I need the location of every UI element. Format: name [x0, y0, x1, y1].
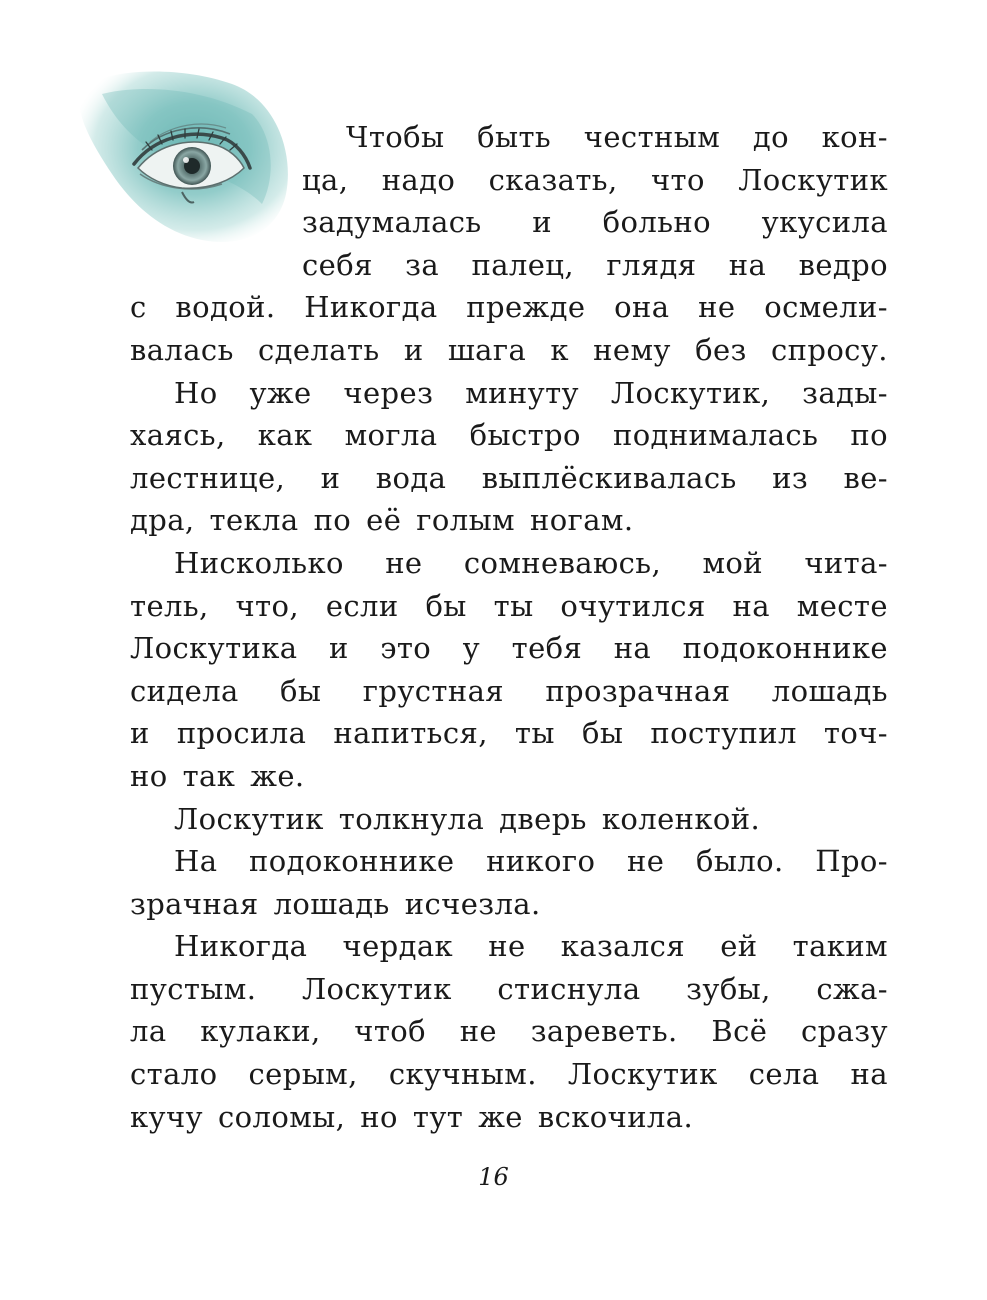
word: таким: [792, 929, 888, 964]
word: тебя: [511, 631, 583, 666]
word: толкнула: [338, 801, 485, 836]
text-line: [130, 798, 888, 841]
word: минуту: [465, 375, 579, 410]
word: Лоскутик: [174, 801, 324, 836]
word: могла: [344, 418, 438, 453]
word: не: [627, 844, 665, 879]
word: на: [850, 1057, 888, 1092]
word: стиснула: [497, 971, 641, 1006]
word: на: [613, 631, 652, 666]
word: Лоскутик: [738, 162, 888, 197]
text-line: [302, 244, 888, 287]
word: на: [728, 247, 767, 282]
word: ве-: [843, 460, 888, 495]
text-line: [130, 925, 888, 968]
word: не: [385, 545, 423, 580]
word: больно: [602, 205, 711, 240]
word: с: [130, 290, 147, 325]
word: голым: [416, 503, 516, 538]
word: текла: [209, 503, 299, 538]
word: села: [748, 1057, 820, 1092]
body-text: [130, 116, 888, 1138]
word: дверь: [499, 801, 587, 836]
word: бы: [581, 716, 624, 751]
word: поднималась: [612, 418, 819, 453]
word: сказать,: [488, 162, 618, 197]
word: без: [695, 332, 747, 367]
word: сжа-: [816, 971, 888, 1006]
text-line: [130, 499, 888, 542]
word: бы: [280, 673, 322, 708]
word: мой: [702, 545, 763, 580]
word: задумалась: [302, 205, 482, 240]
word: до: [752, 120, 789, 154]
word: Всё: [711, 1014, 768, 1049]
text-line: [130, 670, 888, 713]
word: водой.: [175, 290, 276, 325]
word: зрачная: [130, 886, 259, 921]
word: соломы,: [218, 1099, 346, 1134]
word: из: [772, 460, 809, 495]
word: напиться,: [333, 716, 488, 751]
text-line: [130, 1010, 888, 1053]
word: прежде: [466, 290, 586, 325]
text-line: [130, 329, 888, 372]
word: лестнице,: [130, 460, 286, 495]
word: пустым.: [130, 971, 257, 1006]
word: быть: [477, 120, 552, 154]
word: коленкой.: [601, 801, 761, 836]
text-line: [130, 627, 888, 670]
word: укусила: [761, 205, 888, 240]
word: Лоскутик,: [610, 375, 771, 410]
word: шага: [447, 332, 527, 367]
word: поступил: [650, 716, 797, 751]
word: по: [850, 418, 888, 453]
word: не: [698, 290, 736, 325]
word: палец,: [471, 247, 574, 282]
text-line: [130, 414, 888, 457]
word: никого: [486, 844, 596, 879]
word: Нисколько: [174, 545, 344, 580]
word: стало: [130, 1057, 218, 1092]
word: грустная: [362, 673, 504, 708]
word: на: [732, 588, 770, 623]
word: бы: [425, 588, 467, 623]
text-line: [130, 968, 888, 1011]
word: но: [130, 758, 168, 793]
word: осмели-: [764, 290, 888, 325]
word: ца,: [302, 162, 349, 197]
word: что: [650, 162, 705, 197]
word: вскочила.: [537, 1099, 694, 1134]
word: очутился: [560, 588, 706, 623]
word: не: [459, 1014, 497, 1049]
word: не: [488, 929, 526, 964]
word: было.: [695, 844, 784, 879]
word: за: [405, 247, 440, 282]
word: лошадь: [771, 673, 888, 708]
text-line: [130, 840, 888, 883]
word: спросу.: [770, 332, 888, 367]
word: себя: [302, 247, 373, 282]
text-line: [130, 883, 888, 926]
word: как: [257, 418, 313, 453]
word: подоконнике: [682, 631, 888, 666]
text-line: [130, 755, 888, 798]
word: Никогда: [174, 929, 308, 964]
page-number: 16: [478, 1163, 509, 1191]
word: зареветь.: [530, 1014, 678, 1049]
word: же: [478, 1099, 523, 1134]
word: Лоскутик: [301, 971, 452, 1006]
word: Никогда: [304, 290, 438, 325]
word: выплёскивалась: [481, 460, 737, 495]
text-line: [130, 286, 888, 329]
word: чита-: [804, 545, 888, 580]
word: так: [182, 758, 236, 793]
word: Лоскутик: [567, 1057, 718, 1092]
word: через: [343, 375, 434, 410]
word: и: [403, 332, 424, 367]
word: Лоскутика: [130, 631, 298, 666]
word: ла: [130, 1014, 167, 1049]
word: сомневаюсь,: [463, 545, 662, 580]
text-line: [130, 1053, 888, 1096]
word: честным: [583, 120, 721, 154]
word: зубы,: [686, 971, 771, 1006]
word: и: [532, 205, 553, 240]
word: чтоб: [354, 1014, 427, 1049]
word: быстро: [469, 418, 581, 453]
word: же.: [250, 758, 305, 793]
word: исчезла.: [404, 886, 541, 921]
text-line: [130, 542, 888, 585]
text-line: [130, 712, 888, 755]
word: сделать: [258, 332, 380, 367]
word: надо: [381, 162, 456, 197]
word: это: [380, 631, 432, 666]
word: ногам.: [530, 503, 634, 538]
word: ты: [493, 588, 534, 623]
word: её: [366, 503, 402, 538]
text-line: [130, 457, 888, 500]
word: прозрачная: [545, 673, 731, 708]
word: Про-: [815, 844, 888, 879]
word: просила: [176, 716, 307, 751]
word: точ-: [823, 716, 888, 751]
word: чердак: [342, 929, 454, 964]
word: но: [360, 1099, 398, 1134]
word: лошадь: [273, 886, 390, 921]
word: валась: [130, 332, 234, 367]
word: она: [614, 290, 670, 325]
word: и: [130, 716, 150, 751]
word: месте: [796, 588, 888, 623]
word: нему: [593, 332, 671, 367]
word: подоконнике: [249, 844, 455, 879]
word: Чтобы: [346, 120, 445, 154]
word: уже: [249, 375, 312, 410]
word: тель,: [130, 588, 209, 623]
word: Но: [174, 375, 218, 410]
word: если: [325, 588, 399, 623]
word: серым,: [248, 1057, 358, 1092]
word: и: [328, 631, 349, 666]
word: глядя: [606, 247, 697, 282]
word: тут: [412, 1099, 464, 1134]
word: кон-: [821, 120, 888, 154]
text-line: [130, 372, 888, 415]
word: ведро: [798, 247, 888, 282]
text-line: [302, 201, 888, 244]
word: сразу: [800, 1014, 888, 1049]
word: зады-: [802, 375, 888, 410]
text-line: [302, 116, 888, 159]
text-line: [130, 585, 888, 628]
word: казался: [560, 929, 686, 964]
word: и: [320, 460, 341, 495]
word: ей: [720, 929, 758, 964]
word: у: [462, 631, 481, 666]
word: хаясь,: [130, 418, 226, 453]
word: по: [313, 503, 352, 538]
word: что,: [235, 588, 299, 623]
word: кулаки,: [200, 1014, 321, 1049]
word: вода: [375, 460, 447, 495]
word: к: [550, 332, 569, 367]
word: сидела: [130, 673, 239, 708]
text-line: [302, 159, 888, 202]
text-line: [130, 1096, 888, 1139]
word: На: [174, 844, 218, 879]
word: дра,: [130, 503, 195, 538]
word: кучу: [130, 1099, 204, 1134]
word: скучным.: [388, 1057, 537, 1092]
word: ты: [514, 716, 555, 751]
